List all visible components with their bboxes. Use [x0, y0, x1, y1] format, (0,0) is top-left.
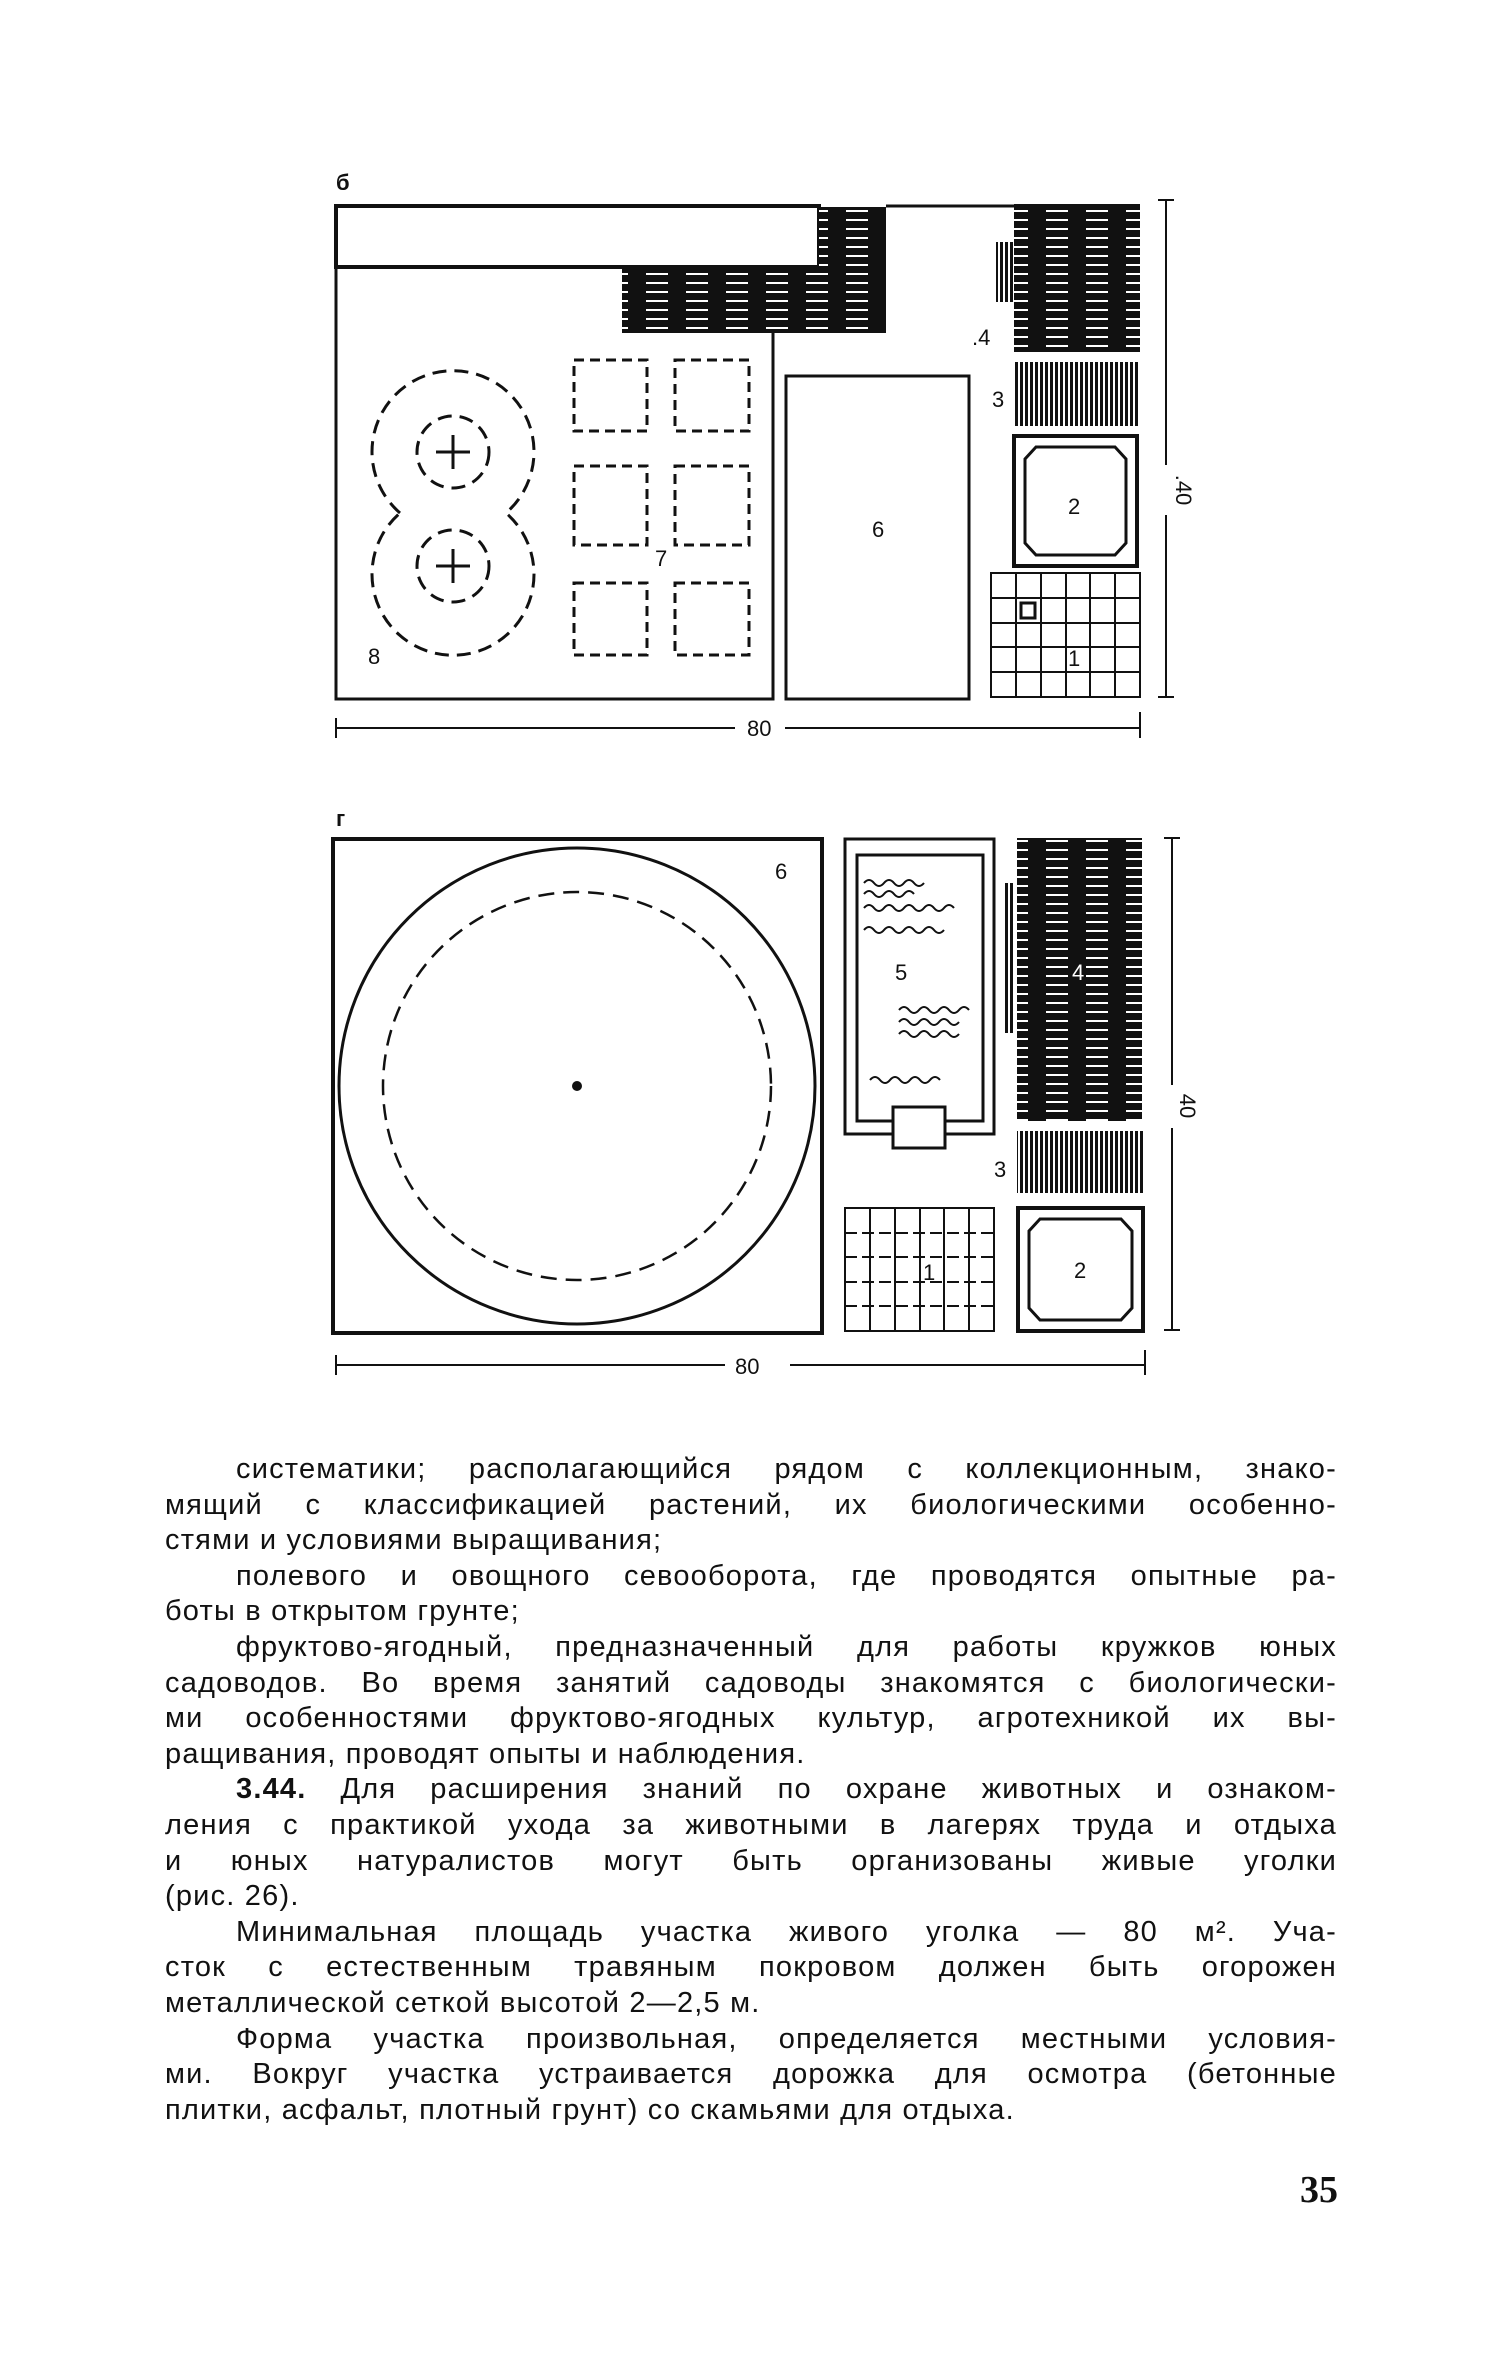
width-dimension: [336, 712, 1140, 738]
text-line: Минимальная площадь участка живого уголка — 80 м². Уча-: [236, 1915, 1337, 1948]
label-3: 3: [992, 387, 1005, 412]
text-line: мящий с классификацией растений, их биологическими особенно-: [165, 1488, 1337, 1521]
page-number: 35: [1300, 2169, 1338, 2211]
figure-g-label: г: [336, 806, 346, 831]
text-line: Форма участка произвольная, определяется местными условия-: [236, 2022, 1337, 2055]
height-dim-label: 40: [1175, 1093, 1200, 1119]
label-5: 5: [895, 960, 908, 985]
center-dot: [572, 1081, 582, 1091]
zone-3-hatch: [1017, 1131, 1143, 1193]
label-2: 2: [1068, 494, 1081, 519]
text-line: Для расширения знаний по охране животных и ознаком-: [340, 1773, 1338, 1806]
figure-g: [333, 806, 1200, 1379]
text-line: сток с естественным травяным покровом должен быть огорожен: [165, 1951, 1337, 1984]
zone-8-figure-eight: [372, 371, 534, 656]
zone-7-beds: [574, 360, 749, 655]
text-line: ращивания, проводят опыты и наблюдения.: [165, 1737, 806, 1770]
label-6: 6: [872, 517, 885, 542]
zone-4-dark-lower: [622, 267, 886, 333]
text-line: плитки, асфальт, плотный грунт) со скамьями для отдыха.: [165, 2093, 1015, 2126]
zone-1-grid: [991, 573, 1140, 697]
text-line: ми особенностями фруктово-ягодных культур, агротехникой их вы-: [165, 1702, 1337, 1735]
zone-5-bar: [336, 206, 819, 267]
zone-3-hatch: [1014, 362, 1140, 426]
label-2: 2: [1074, 1258, 1087, 1283]
label-7: 7: [655, 546, 668, 571]
text-line: боты в открытом грунте;: [165, 1595, 520, 1628]
label-4: 4: [1072, 960, 1085, 985]
figure-b: [336, 170, 1196, 741]
text-line: садоводов. Во время занятий садоводы знакомятся с биологически-: [165, 1666, 1337, 1699]
zone-4-dark: [1014, 204, 1140, 352]
height-dim-label: .40: [1171, 474, 1196, 506]
label-4: .4: [972, 325, 991, 350]
plus-icon: [436, 435, 470, 583]
text-line: систематики; располагающийся рядом с коллекционным, знако-: [236, 1453, 1337, 1485]
width-dim-label: 80: [735, 1354, 760, 1379]
figure-b-label: б: [336, 170, 350, 195]
text-line: ми. Вокруг участка устраивается дорожка для осмотра (бетонные: [165, 2058, 1337, 2091]
label-3: 3: [994, 1157, 1007, 1182]
height-dimension: [1164, 838, 1180, 1330]
text-line: (рис. 26).: [165, 1880, 300, 1913]
text-line: стями и условиями выращивания;: [165, 1524, 663, 1557]
text-line: фруктово-ягодный, предназначенный для работы кружков юных: [236, 1630, 1337, 1663]
label-1: 1: [1068, 646, 1081, 671]
width-dim-label: 80: [747, 716, 772, 741]
text-line: ления с практикой ухода за животными в лагерях труда и отдыха: [165, 1808, 1337, 1841]
text-line: полевого и овощного севооборота, где проводятся опытные ра-: [236, 1559, 1337, 1592]
text-line: металлической сеткой высотой 2—2,5 м.: [165, 1986, 761, 2019]
label-8: 8: [368, 644, 381, 669]
label-1: 1: [923, 1260, 936, 1285]
zone-1-grid: [845, 1208, 994, 1331]
section-number: 3.44.: [236, 1773, 307, 1806]
text-line-section: [165, 1772, 1337, 1808]
body-text: [165, 1452, 1337, 2128]
height-dimension: [1158, 200, 1174, 697]
label-6: 6: [775, 859, 788, 884]
text-line: и юных натуралистов могут быть организованы живые уголки: [165, 1844, 1337, 1877]
